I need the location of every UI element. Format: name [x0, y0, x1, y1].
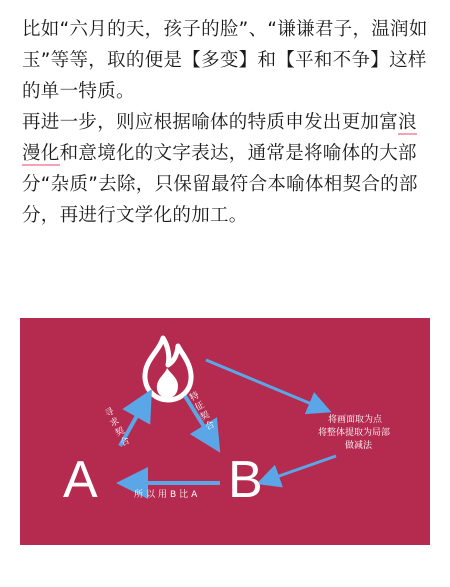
note-line-2: 将整体提取为局部: [318, 428, 391, 438]
note-line-1: 将画面取为点: [328, 415, 383, 425]
label-seek-match: 寻求契合: [101, 406, 131, 450]
paragraph-2: [22, 107, 432, 231]
article-text: [22, 14, 432, 231]
flame-icon: [145, 338, 191, 400]
letter-a: A: [63, 451, 98, 509]
arrow-note-to-b: [262, 456, 336, 482]
note-line-3: 做减法: [345, 441, 373, 451]
highlighted-phrase: 浪漫化: [22, 112, 417, 164]
paragraph-2-start: 再进一步，则应根据喻体的特质申发出更加富: [22, 112, 399, 133]
paragraph-2-end: 和意境化的文字表达，通常是将喻体的大部分“杂质”去除，只保留最符合本喻体相契合的部分，再进行文学化的加工。: [22, 143, 418, 226]
metaphor-diagram: [20, 318, 430, 545]
letter-b: B: [228, 451, 263, 509]
label-use-b-for-a: 所以用B比A: [134, 490, 201, 500]
arrow-fire-to-note: [206, 360, 326, 410]
label-feature-match: 特征契合: [186, 390, 216, 434]
paragraph-1: 比如“六月的天，孩子的脸”、“谦谦君子，温润如玉”等等，取的便是【多变】和【平和不争】这样的单一特质。: [22, 19, 428, 102]
